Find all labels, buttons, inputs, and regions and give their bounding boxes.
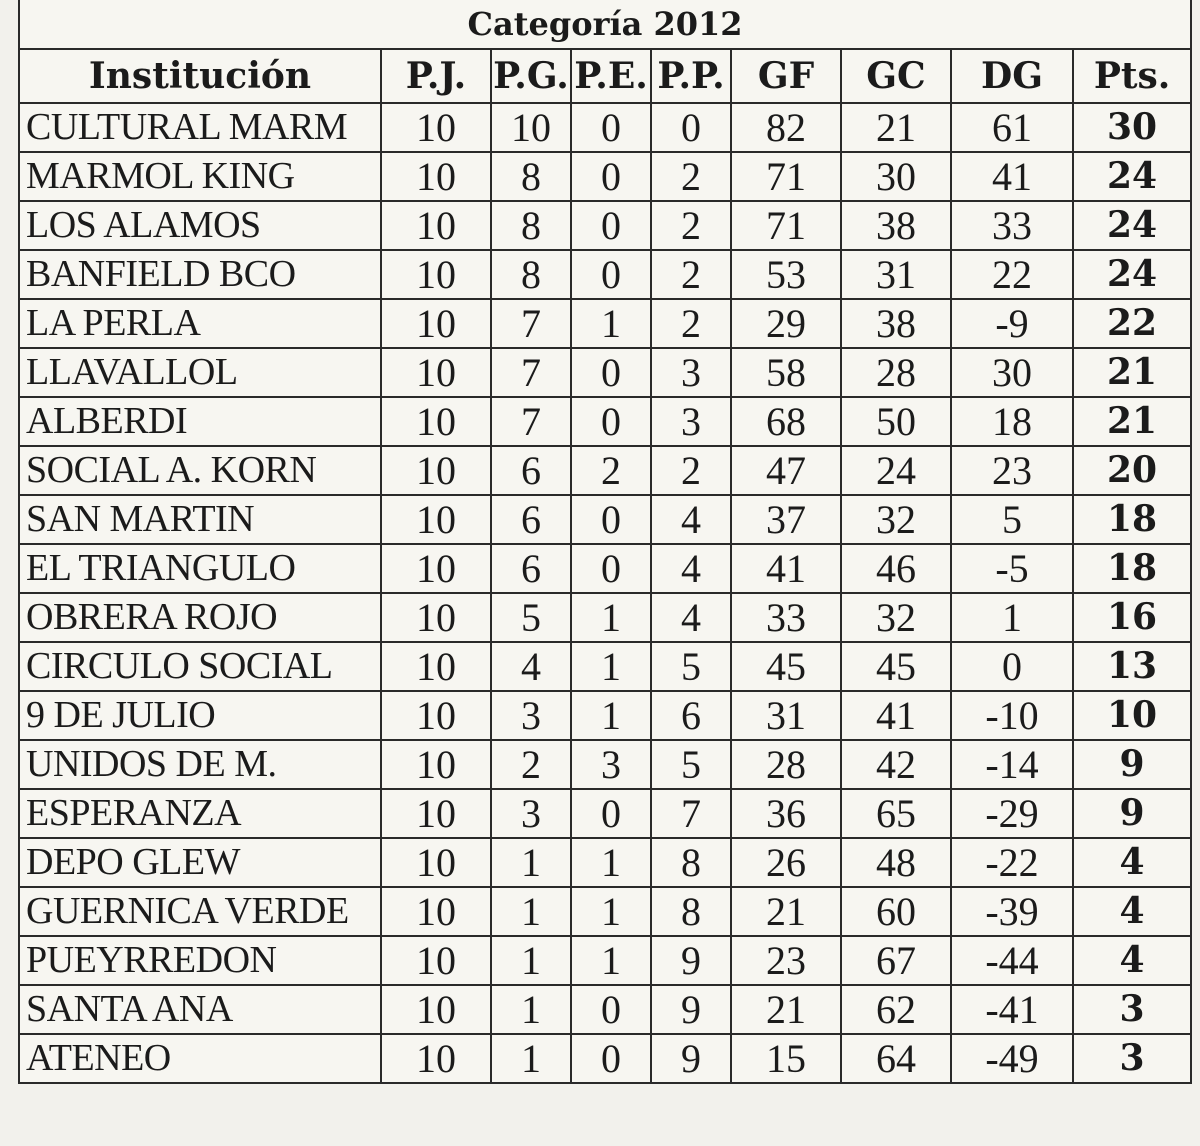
cell-institucion: BANFIELD BCO	[19, 250, 381, 299]
table-row	[19, 985, 1191, 1034]
cell-pp: 4	[651, 495, 731, 544]
cell-pp: 5	[651, 740, 731, 789]
cell-pts: 4	[1073, 936, 1191, 985]
header-pp: P.P.	[651, 49, 731, 103]
cell-pe: 0	[571, 250, 651, 299]
cell-pj: 10	[381, 299, 491, 348]
cell-pg: 8	[491, 201, 571, 250]
table-row	[19, 348, 1191, 397]
table-row	[19, 887, 1191, 936]
cell-pj: 10	[381, 103, 491, 152]
cell-dg: 23	[951, 446, 1073, 495]
cell-gc: 38	[841, 299, 951, 348]
cell-gc: 38	[841, 201, 951, 250]
cell-pe: 0	[571, 397, 651, 446]
table-row	[19, 103, 1191, 152]
cell-dg: 30	[951, 348, 1073, 397]
cell-gf: 58	[731, 348, 841, 397]
cell-pg: 1	[491, 887, 571, 936]
cell-pts: 4	[1073, 887, 1191, 936]
cell-pe: 0	[571, 495, 651, 544]
cell-pe: 1	[571, 936, 651, 985]
table-title: Categoría 2012	[19, 0, 1191, 49]
cell-gc: 32	[841, 495, 951, 544]
table-row	[19, 593, 1191, 642]
cell-pe: 1	[571, 691, 651, 740]
cell-gf: 45	[731, 642, 841, 691]
cell-pts: 18	[1073, 495, 1191, 544]
table-row	[19, 838, 1191, 887]
cell-dg: 61	[951, 103, 1073, 152]
cell-gc: 62	[841, 985, 951, 1034]
cell-gf: 29	[731, 299, 841, 348]
cell-pp: 4	[651, 593, 731, 642]
cell-pp: 0	[651, 103, 731, 152]
cell-dg: -49	[951, 1034, 1073, 1083]
cell-pts: 9	[1073, 740, 1191, 789]
cell-pp: 2	[651, 201, 731, 250]
cell-gc: 28	[841, 348, 951, 397]
cell-pp: 6	[651, 691, 731, 740]
cell-pp: 9	[651, 985, 731, 1034]
table-row	[19, 152, 1191, 201]
cell-pj: 10	[381, 152, 491, 201]
cell-pg: 7	[491, 397, 571, 446]
cell-gf: 41	[731, 544, 841, 593]
cell-gf: 21	[731, 887, 841, 936]
cell-institucion: GUERNICA VERDE	[19, 887, 381, 936]
cell-gc: 65	[841, 789, 951, 838]
cell-pp: 4	[651, 544, 731, 593]
cell-pp: 2	[651, 152, 731, 201]
header-gc: GC	[841, 49, 951, 103]
cell-gc: 50	[841, 397, 951, 446]
cell-pp: 5	[651, 642, 731, 691]
header-dg: DG	[951, 49, 1073, 103]
table-row	[19, 446, 1191, 495]
cell-pj: 10	[381, 544, 491, 593]
cell-pp: 3	[651, 348, 731, 397]
cell-pts: 20	[1073, 446, 1191, 495]
cell-pe: 1	[571, 299, 651, 348]
cell-gf: 37	[731, 495, 841, 544]
cell-pp: 7	[651, 789, 731, 838]
cell-gf: 33	[731, 593, 841, 642]
cell-gf: 21	[731, 985, 841, 1034]
cell-pj: 10	[381, 593, 491, 642]
cell-institucion: MARMOL KING	[19, 152, 381, 201]
cell-pg: 2	[491, 740, 571, 789]
header-pe: P.E.	[571, 49, 651, 103]
cell-pp: 2	[651, 299, 731, 348]
cell-gc: 42	[841, 740, 951, 789]
cell-institucion: LA PERLA	[19, 299, 381, 348]
cell-gc: 41	[841, 691, 951, 740]
cell-dg: -44	[951, 936, 1073, 985]
cell-pj: 10	[381, 740, 491, 789]
cell-pg: 10	[491, 103, 571, 152]
header-pg: P.G.	[491, 49, 571, 103]
cell-dg: 41	[951, 152, 1073, 201]
cell-pe: 0	[571, 201, 651, 250]
cell-dg: 5	[951, 495, 1073, 544]
cell-pg: 7	[491, 348, 571, 397]
cell-pg: 3	[491, 691, 571, 740]
header-gf: GF	[731, 49, 841, 103]
cell-pp: 2	[651, 250, 731, 299]
cell-pj: 10	[381, 201, 491, 250]
cell-institucion: ESPERANZA	[19, 789, 381, 838]
cell-institucion: SANTA ANA	[19, 985, 381, 1034]
cell-dg: -5	[951, 544, 1073, 593]
cell-pp: 8	[651, 887, 731, 936]
cell-dg: 22	[951, 250, 1073, 299]
cell-gc: 46	[841, 544, 951, 593]
cell-pp: 8	[651, 838, 731, 887]
cell-pe: 0	[571, 789, 651, 838]
cell-pp: 9	[651, 1034, 731, 1083]
header-pts: Pts.	[1073, 49, 1191, 103]
cell-institucion: LOS ALAMOS	[19, 201, 381, 250]
cell-pg: 6	[491, 544, 571, 593]
cell-institucion: CULTURAL MARM	[19, 103, 381, 152]
cell-pj: 10	[381, 642, 491, 691]
cell-pj: 10	[381, 446, 491, 495]
cell-gf: 28	[731, 740, 841, 789]
cell-gf: 36	[731, 789, 841, 838]
cell-pp: 2	[651, 446, 731, 495]
cell-pe: 0	[571, 103, 651, 152]
cell-pj: 10	[381, 1034, 491, 1083]
cell-pe: 1	[571, 642, 651, 691]
table-row	[19, 936, 1191, 985]
cell-pts: 22	[1073, 299, 1191, 348]
cell-pg: 1	[491, 838, 571, 887]
cell-pg: 8	[491, 152, 571, 201]
cell-gf: 31	[731, 691, 841, 740]
table-row	[19, 1034, 1191, 1083]
cell-dg: -29	[951, 789, 1073, 838]
cell-pe: 1	[571, 593, 651, 642]
table-row	[19, 250, 1191, 299]
cell-pj: 10	[381, 985, 491, 1034]
cell-institucion: SAN MARTIN	[19, 495, 381, 544]
header-institucion: Institución	[19, 49, 381, 103]
cell-pj: 10	[381, 397, 491, 446]
table-row	[19, 789, 1191, 838]
cell-pj: 10	[381, 691, 491, 740]
cell-pts: 9	[1073, 789, 1191, 838]
cell-pts: 4	[1073, 838, 1191, 887]
cell-gc: 24	[841, 446, 951, 495]
cell-dg: 18	[951, 397, 1073, 446]
cell-institucion: OBRERA ROJO	[19, 593, 381, 642]
cell-dg: -10	[951, 691, 1073, 740]
cell-pp: 9	[651, 936, 731, 985]
cell-pe: 1	[571, 887, 651, 936]
cell-dg: -14	[951, 740, 1073, 789]
cell-gf: 71	[731, 152, 841, 201]
table-row	[19, 495, 1191, 544]
cell-pp: 3	[651, 397, 731, 446]
cell-gc: 64	[841, 1034, 951, 1083]
cell-dg: -39	[951, 887, 1073, 936]
cell-pts: 10	[1073, 691, 1191, 740]
cell-pj: 10	[381, 887, 491, 936]
cell-pts: 21	[1073, 397, 1191, 446]
cell-gf: 53	[731, 250, 841, 299]
cell-gc: 60	[841, 887, 951, 936]
cell-pe: 3	[571, 740, 651, 789]
cell-pg: 1	[491, 1034, 571, 1083]
cell-gf: 82	[731, 103, 841, 152]
cell-gc: 30	[841, 152, 951, 201]
standings-sheet	[18, 0, 1190, 1084]
table-row	[19, 642, 1191, 691]
cell-pe: 1	[571, 838, 651, 887]
cell-pts: 16	[1073, 593, 1191, 642]
cell-pj: 10	[381, 838, 491, 887]
table-row	[19, 299, 1191, 348]
cell-pe: 0	[571, 544, 651, 593]
header-pj: P.J.	[381, 49, 491, 103]
cell-dg: 1	[951, 593, 1073, 642]
cell-gc: 21	[841, 103, 951, 152]
cell-pts: 24	[1073, 152, 1191, 201]
cell-gf: 26	[731, 838, 841, 887]
table-row	[19, 740, 1191, 789]
cell-pg: 8	[491, 250, 571, 299]
cell-pg: 5	[491, 593, 571, 642]
table-row	[19, 201, 1191, 250]
table-row	[19, 691, 1191, 740]
cell-pj: 10	[381, 936, 491, 985]
cell-pts: 3	[1073, 1034, 1191, 1083]
cell-institucion: PUEYRREDON	[19, 936, 381, 985]
cell-gc: 32	[841, 593, 951, 642]
cell-pe: 0	[571, 152, 651, 201]
cell-dg: 0	[951, 642, 1073, 691]
cell-gf: 15	[731, 1034, 841, 1083]
cell-institucion: 9 DE JULIO	[19, 691, 381, 740]
cell-pts: 24	[1073, 250, 1191, 299]
header-row	[19, 49, 1191, 103]
cell-gc: 45	[841, 642, 951, 691]
cell-gf: 23	[731, 936, 841, 985]
cell-gc: 31	[841, 250, 951, 299]
cell-gc: 67	[841, 936, 951, 985]
cell-institucion: ALBERDI	[19, 397, 381, 446]
cell-institucion: ATENEO	[19, 1034, 381, 1083]
cell-pts: 21	[1073, 348, 1191, 397]
cell-dg: -41	[951, 985, 1073, 1034]
cell-pj: 10	[381, 495, 491, 544]
cell-pg: 6	[491, 495, 571, 544]
cell-institucion: DEPO GLEW	[19, 838, 381, 887]
cell-pj: 10	[381, 789, 491, 838]
cell-dg: -9	[951, 299, 1073, 348]
cell-pg: 4	[491, 642, 571, 691]
cell-pts: 3	[1073, 985, 1191, 1034]
cell-pts: 13	[1073, 642, 1191, 691]
standings-table	[18, 0, 1192, 1084]
cell-pg: 6	[491, 446, 571, 495]
cell-pg: 1	[491, 985, 571, 1034]
cell-pj: 10	[381, 348, 491, 397]
cell-pe: 0	[571, 348, 651, 397]
cell-institucion: UNIDOS DE M.	[19, 740, 381, 789]
cell-pj: 10	[381, 250, 491, 299]
cell-pts: 30	[1073, 103, 1191, 152]
cell-pg: 7	[491, 299, 571, 348]
cell-dg: -22	[951, 838, 1073, 887]
cell-pe: 0	[571, 1034, 651, 1083]
cell-pe: 0	[571, 985, 651, 1034]
cell-institucion: CIRCULO SOCIAL	[19, 642, 381, 691]
cell-institucion: LLAVALLOL	[19, 348, 381, 397]
cell-pe: 2	[571, 446, 651, 495]
cell-gf: 71	[731, 201, 841, 250]
cell-institucion: EL TRIANGULO	[19, 544, 381, 593]
cell-pts: 24	[1073, 201, 1191, 250]
cell-institucion: SOCIAL A. KORN	[19, 446, 381, 495]
cell-pts: 18	[1073, 544, 1191, 593]
table-row	[19, 544, 1191, 593]
cell-gc: 48	[841, 838, 951, 887]
cell-dg: 33	[951, 201, 1073, 250]
table-row	[19, 397, 1191, 446]
cell-pg: 3	[491, 789, 571, 838]
cell-pg: 1	[491, 936, 571, 985]
cell-gf: 68	[731, 397, 841, 446]
cell-gf: 47	[731, 446, 841, 495]
